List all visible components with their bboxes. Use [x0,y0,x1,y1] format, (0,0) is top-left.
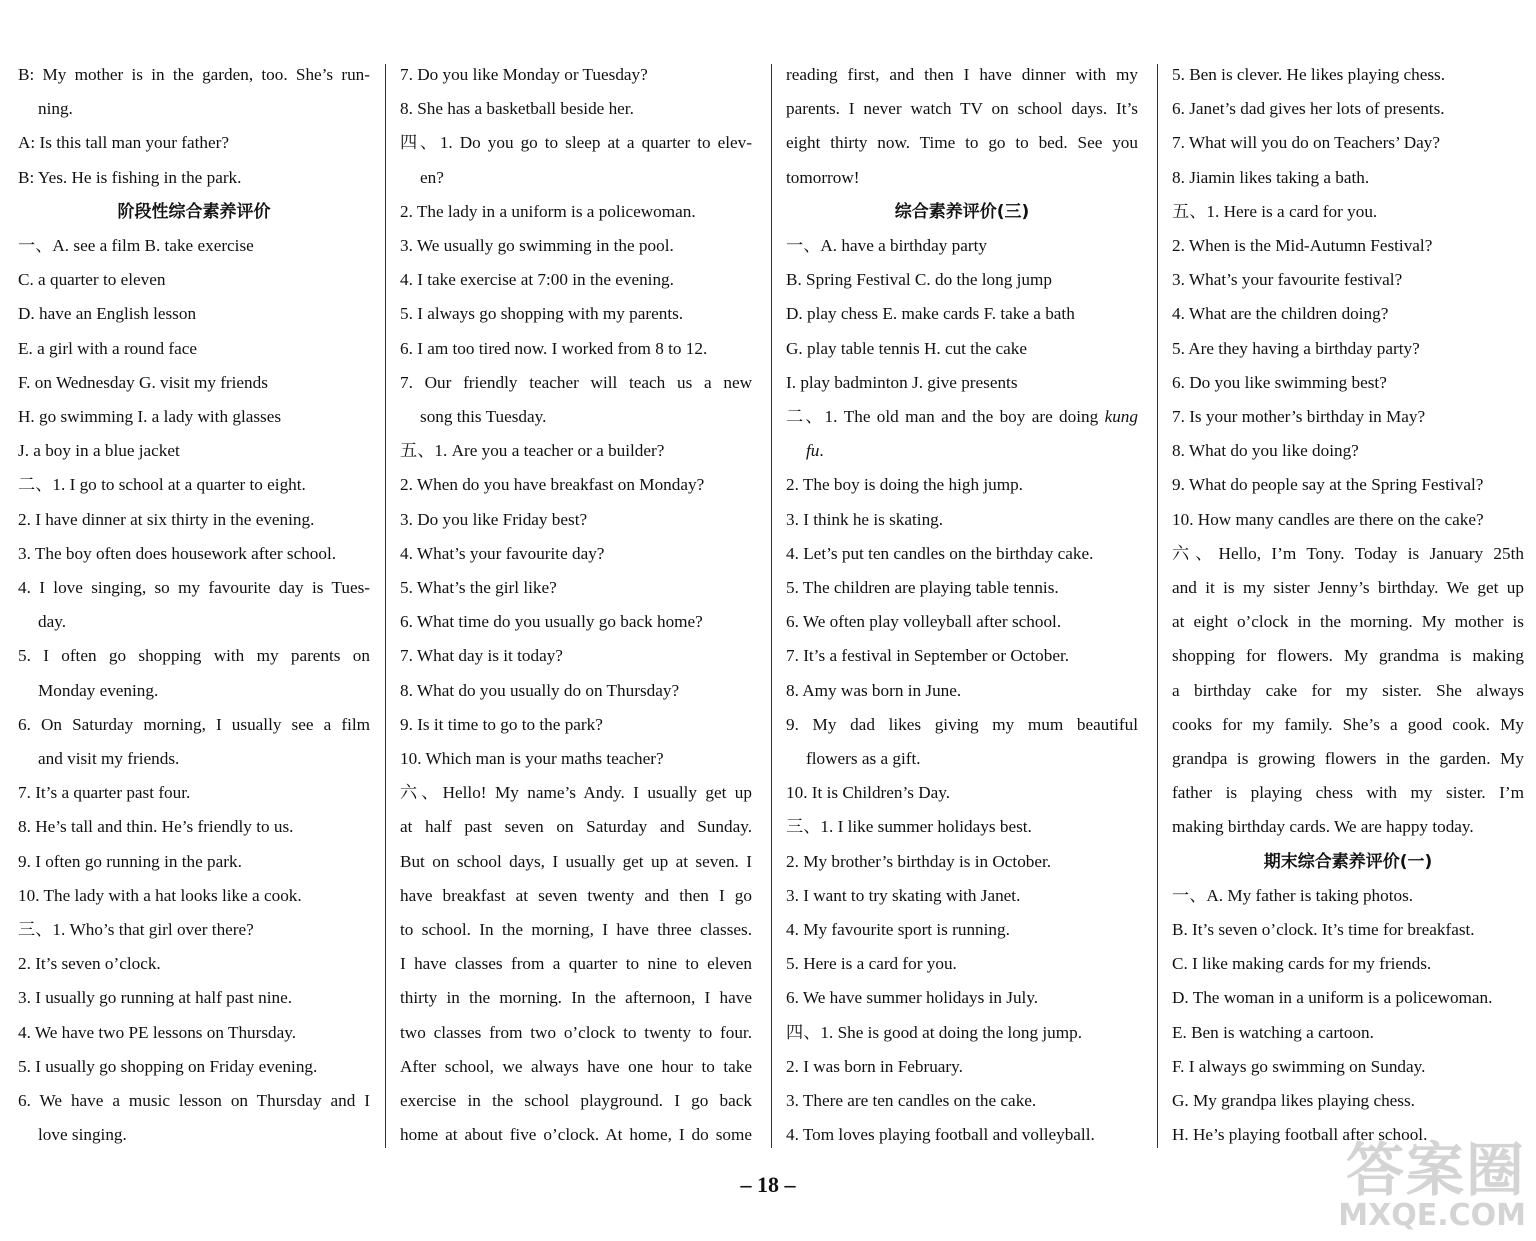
answer-line: 9. I often go running in the park. [18,851,242,871]
answer-line: B: My mother is in the garden, too. She’s run- [18,65,370,84]
column-1 [18,58,370,1153]
answer-line: But on school days, I usually get up at seven. I [400,851,752,871]
answer-line: 6. We have a music lesson on Thursday and I [18,1091,370,1111]
answer-line: 2. It’s seven o’clock. [18,954,161,974]
answer-line: 五、1. Are you a teacher or a builder? [400,441,665,461]
answer-line: 5. The children are playing table tennis. [786,578,1059,598]
answer-line: love singing. [38,1125,127,1145]
answer-line: 10. It is Children’s Day. [786,783,951,803]
answer-line: parents. I never watch TV on school days. It’s [786,99,1138,119]
answer-line: 4. We have two PE lessons on Thursday. [18,1022,297,1042]
answer-line: grandpa is growing flowers in the garden. My [1172,749,1524,769]
answer-line: 一、A. My father is taking photos. [1172,885,1414,905]
answer-line: 6. Do you like swimming best? [1172,372,1387,392]
section-heading: 综合素养评价(三) [894,201,1030,222]
answer-line: I have classes from a quarter to nine to eleven [400,954,752,974]
answer-line: 3. Do you like Friday best? [400,509,588,529]
answer-line: 4. What are the children doing? [1172,304,1389,324]
answer-line: flowers as a gift. [806,749,921,769]
answer-line: F. I always go swimming on Sunday. [1172,1056,1426,1076]
answer-line: C. a quarter to eleven [18,270,166,290]
answer-line: 6. On Saturday morning, I usually see a film [18,714,370,734]
answer-line: 10. The lady with a hat looks like a cook. [18,885,302,905]
answer-line: 2. My brother’s birthday is in October. [786,851,1052,871]
answer-line: 六、Hello! My name’s Andy. I usually get up [400,783,752,803]
answer-line: 8. What do you usually do on Thursday? [400,680,680,700]
answer-line: 2. The boy is doing the high jump. [786,475,1023,495]
answer-line: fu. [806,441,824,461]
column-3 [786,58,1138,1153]
answer-line: D. play chess E. make cards F. take a bath [786,304,1075,324]
answer-line: 6. We have summer holidays in July. [786,988,1039,1008]
answer-line: 5. I usually go shopping on Friday evening. [18,1056,318,1076]
answer-line: 6. We often play volleyball after school. [786,612,1062,632]
answer-line: father is playing chess with my sister. I’m [1172,783,1524,803]
answer-line: 9. My dad likes giving my mum beautiful [786,714,1138,734]
answer-line: 3. I usually go running at half past nine. [18,988,292,1008]
answer-line: 5. Ben is clever. He likes playing chess. [1172,65,1446,84]
answer-line: 二、1. The old man and the boy are doing kung [786,407,1138,427]
answer-line: 五、1. Here is a card for you. [1172,201,1378,221]
answer-line: 4. Tom loves playing football and volleyball. [786,1125,1095,1145]
answer-line: D. The woman in a uniform is a policewoman. [1172,988,1493,1008]
answer-line: C. I like making cards for my friends. [1172,954,1432,974]
answer-line: 4. Let’s put ten candles on the birthday cake. [786,543,1094,563]
answer-line: ning. [38,99,73,119]
answer-line: 8. She has a basketball beside her. [400,99,634,119]
answer-line: and it is my sister Jenny’s birthday. We get up [1172,578,1524,598]
answer-line: 3. We usually go swimming in the pool. [400,236,674,256]
answer-line: 9. Is it time to go to the park? [400,714,603,734]
answer-line: 四、1. Do you go to sleep at a quarter to elev- [400,133,752,153]
column-4 [1172,58,1524,1153]
answer-line: 三、1. I like summer holidays best. [786,817,1032,837]
answer-line: 10. How many candles are there on the cake? [1172,509,1484,529]
column-divider [1157,64,1158,1148]
answer-line: 4. I love singing, so my favourite day is Tues- [18,578,370,598]
page-number: – 18 – [740,1172,796,1197]
answer-line: 6. What time do you usually go back home? [400,612,703,632]
answer-line: B. Spring Festival C. do the long jump [786,270,1052,290]
answer-line: 8. What do you like doing? [1172,441,1359,461]
answer-line: 2. I have dinner at six thirty in the evening. [18,509,315,529]
column-divider [385,64,386,1148]
answer-line: 7. It’s a quarter past four. [18,783,191,803]
answer-line: 3. The boy often does housework after school. [18,543,337,563]
answer-line: 四、1. She is good at doing the long jump. [786,1022,1082,1042]
watermark-logo-text: 答案圈 [1345,1136,1526,1204]
answer-line: eight thirty now. Time to go to bed. See you [786,133,1138,153]
answer-line: thirty in the morning. In the afternoon, I have [400,988,752,1008]
answer-line: 8. He’s tall and thin. He’s friendly to us. [18,817,294,837]
answer-line: reading first, and then I have dinner with my [786,65,1138,84]
answer-line: H. go swimming I. a lady with glasses [18,407,282,427]
answer-line: 3. I want to try skating with Janet. [786,885,1021,905]
section-heading: 期末综合素养评价(一) [1263,851,1433,872]
answer-line: making birthday cards. We are happy today. [1172,817,1474,837]
answer-line: song this Tuesday. [420,407,547,427]
answer-line: 三、1. Who’s that girl over there? [18,920,254,940]
answer-line: home at about five o’clock. At home, I do some [400,1125,752,1145]
answer-line: shopping for flowers. My grandma is making [1172,646,1524,666]
answer-line: 7. It’s a festival in September or October. [786,646,1070,666]
answer-line: exercise in the school playground. I go back [400,1091,752,1111]
answer-line: E. Ben is watching a cartoon. [1172,1022,1374,1042]
answer-line: 7. Is your mother’s birthday in May? [1172,407,1426,427]
answer-page [0,58,1536,1158]
answer-line: to school. In the morning, I have three classes. [400,920,752,940]
answer-line: F. on Wednesday G. visit my friends [18,372,268,392]
answer-line: I. play badminton J. give presents [786,372,1018,392]
answer-line: 5. What’s the girl like? [400,578,557,598]
answer-line: H. He’s playing football after school. [1172,1125,1428,1145]
answer-line: 5. Are they having a birthday party? [1172,338,1420,358]
watermark-url: MXQE.COM [1338,1198,1526,1233]
answer-line: G. play table tennis H. cut the cake [786,338,1028,358]
answer-line: at half past seven on Saturday and Sunday. [400,817,752,837]
answer-line: 2. I was born in February. [786,1056,963,1076]
answer-line: 一、A. see a film B. take exercise [18,236,254,256]
answer-line: 5. I always go shopping with my parents. [400,304,684,324]
answer-line: 6. Janet’s dad gives her lots of presents. [1172,99,1445,119]
answer-line: B. It’s seven o’clock. It’s time for breakfast. [1172,920,1475,940]
answer-line: D. have an English lesson [18,304,197,324]
answer-line: E. a girl with a round face [18,338,197,358]
answer-line: 10. Which man is your maths teacher? [400,749,664,769]
column-2 [400,58,752,1153]
answer-line: After school, we always have one hour to take [400,1056,752,1076]
watermark-logo [1296,1136,1526,1235]
section-heading: 阶段性综合素养评价 [117,201,271,222]
answer-line: 二、1. I go to school at a quarter to eight. [18,475,306,495]
answer-line: 4. My favourite sport is running. [786,920,1010,940]
answer-line: 7. Do you like Monday or Tuesday? [400,65,648,84]
answer-line: 7. Our friendly teacher will teach us a new [400,372,752,392]
answer-line: 8. Jiamin likes taking a bath. [1172,167,1370,187]
answer-line: 6. I am too tired now. I worked from 8 to 12. [400,338,708,358]
answer-line: 9. What do people say at the Spring Festival? [1172,475,1484,495]
answer-line: two classes from two o’clock to twenty to four. [400,1022,752,1042]
answer-line: 2. When is the Mid-Autumn Festival? [1172,236,1433,256]
answer-line: tomorrow! [786,167,860,187]
answer-line: 3. I think he is skating. [786,509,944,529]
answer-line: 7. What day is it today? [400,646,563,666]
answer-line: 5. I often go shopping with my parents on [18,646,370,666]
answer-line: Monday evening. [38,680,159,700]
answer-line: cooks for my family. She’s a good cook. My [1172,714,1524,734]
answer-line: 8. Amy was born in June. [786,680,962,700]
answer-line: 3. What’s your favourite festival? [1172,270,1403,290]
answer-line: and visit my friends. [38,749,180,769]
answer-line: 3. There are ten candles on the cake. [786,1091,1037,1111]
answer-line: 2. The lady in a uniform is a policewoman. [400,201,696,221]
answer-line: G. My grandpa likes playing chess. [1172,1091,1415,1111]
answer-line: a birthday cake for my sister. She always [1172,680,1524,700]
answer-line: 一、A. have a birthday party [786,236,987,256]
answer-line: 4. What’s your favourite day? [400,543,605,563]
answer-line: 7. What will you do on Teachers’ Day? [1172,133,1440,153]
answer-line: day. [38,612,66,632]
answer-line: J. a boy in a blue jacket [18,441,180,461]
answer-line: at eight o’clock in the morning. My mother is [1172,612,1524,632]
answer-line: 5. Here is a card for you. [786,954,957,974]
answer-line: en? [420,167,444,187]
answer-line: 4. I take exercise at 7:00 in the evening. [400,270,674,290]
answer-line: B: Yes. He is fishing in the park. [18,167,242,187]
answer-line: 六、Hello, I’m Tony. Today is January 25th [1172,543,1524,563]
answer-line: 2. When do you have breakfast on Monday? [400,475,705,495]
column-divider [771,64,772,1148]
answer-line: have breakfast at seven twenty and then I go [400,885,752,905]
answer-line: A: Is this tall man your father? [18,133,229,153]
